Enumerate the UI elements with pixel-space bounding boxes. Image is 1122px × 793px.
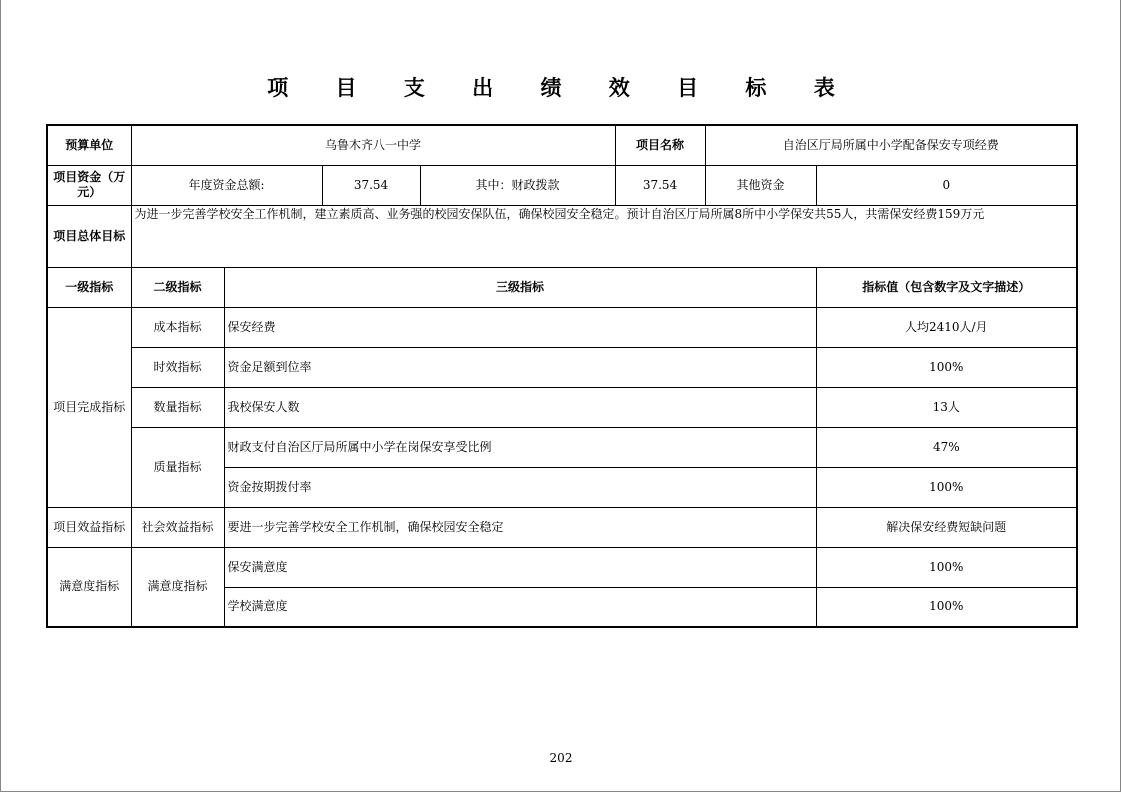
other-funds-value: 0 xyxy=(816,165,1077,205)
table-row xyxy=(47,427,1077,467)
level2-cell: 成本指标 xyxy=(131,307,224,347)
annual-total-value: 37.54 xyxy=(322,165,420,205)
level2-cell: 社会效益指标 xyxy=(131,507,224,547)
project-name-value: 自治区厅局所属中小学配备保安专项经费 xyxy=(705,125,1077,165)
table-row xyxy=(47,387,1077,427)
value-cell: 100% xyxy=(816,347,1077,387)
level3-cell: 财政支付自治区厅局所属中小学在岗保安享受比例 xyxy=(224,427,816,467)
level3-cell: 资金足额到位率 xyxy=(224,347,816,387)
level1-cell: 项目效益指标 xyxy=(47,507,131,547)
funds-label: 项目资金（万元） xyxy=(47,165,131,205)
value-cell: 100% xyxy=(816,547,1077,587)
col-level3-header: 三级指标 xyxy=(224,267,816,307)
level1-cell: 项目完成指标 xyxy=(47,307,131,507)
col-level1-header: 一级指标 xyxy=(47,267,131,307)
value-cell: 人均2410人/月 xyxy=(816,307,1077,347)
finance-value: 37.54 xyxy=(615,165,705,205)
col-level2-header: 二级指标 xyxy=(131,267,224,307)
level1-cell: 满意度指标 xyxy=(47,547,131,627)
page-title: 项 目 支 出 绩 效 目 标 表 xyxy=(267,76,855,100)
funds-row xyxy=(47,165,1077,205)
level2-cell: 时效指标 xyxy=(131,347,224,387)
finance-label: 其中：财政拨款 xyxy=(420,165,615,205)
table-row xyxy=(47,547,1077,587)
table-row xyxy=(47,347,1077,387)
col-value-header: 指标值（包含数字及文字描述） xyxy=(816,267,1077,307)
level3-cell: 我校保安人数 xyxy=(224,387,816,427)
value-cell: 47% xyxy=(816,427,1077,467)
project-name-label: 项目名称 xyxy=(615,125,705,165)
value-cell: 解决保安经费短缺问题 xyxy=(816,507,1077,547)
level3-cell: 资金按期拨付率 xyxy=(224,467,816,507)
value-cell: 13人 xyxy=(816,387,1077,427)
level3-cell: 学校满意度 xyxy=(224,587,816,627)
overall-goal-row xyxy=(47,205,1077,267)
level2-cell: 满意度指标 xyxy=(131,547,224,627)
level3-cell: 要进一步完善学校安全工作机制，确保校园安全稳定 xyxy=(224,507,816,547)
level3-cell: 保安经费 xyxy=(224,307,816,347)
table-row xyxy=(47,307,1077,347)
other-funds-label: 其他资金 xyxy=(705,165,816,205)
table-row xyxy=(47,507,1077,547)
budget-unit-value: 乌鲁木齐八一中学 xyxy=(131,125,615,165)
level2-cell: 数量指标 xyxy=(131,387,224,427)
level2-cell: 质量指标 xyxy=(131,427,224,507)
annual-total-label: 年度资金总额: xyxy=(131,165,322,205)
overall-goal-label: 项目总体目标 xyxy=(47,205,131,267)
level3-cell: 保安满意度 xyxy=(224,547,816,587)
budget-unit-label: 预算单位 xyxy=(47,125,131,165)
column-header-row xyxy=(47,267,1077,307)
budget-unit-row xyxy=(47,125,1077,165)
value-cell: 100% xyxy=(816,467,1077,507)
overall-goal-text: 为进一步完善学校安全工作机制，建立素质高、业务强的校园安保队伍，确保校园安全稳定。预计自治区厅局所属8所中小学保安共55人，共需保安经费159万元 xyxy=(131,205,1077,267)
performance-target-table xyxy=(46,124,1078,628)
value-cell: 100% xyxy=(816,587,1077,627)
page-number: 202 xyxy=(549,751,573,765)
